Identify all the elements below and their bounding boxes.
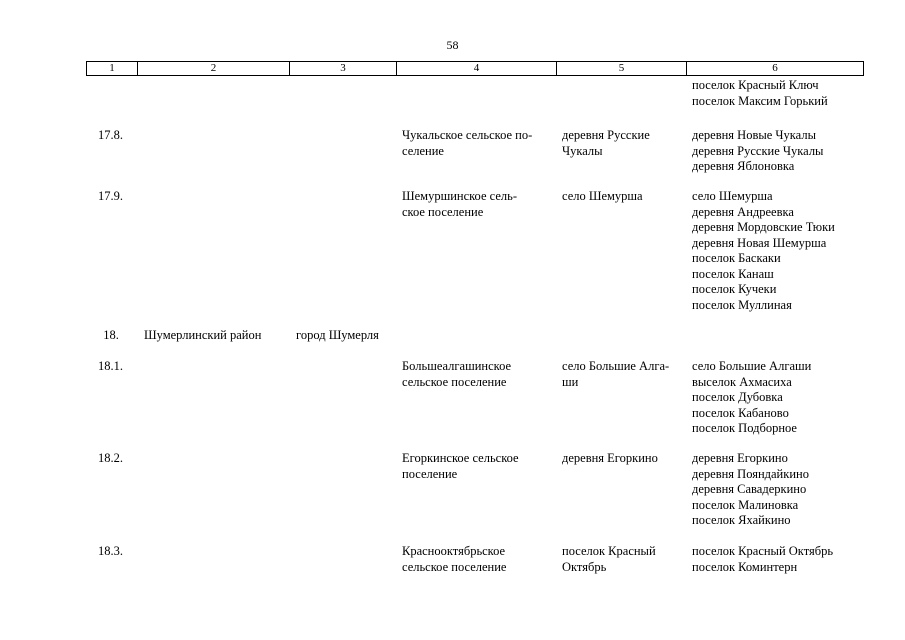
municipality-cell xyxy=(402,544,506,575)
row-number: 18. xyxy=(103,328,119,342)
table-header-row xyxy=(86,61,864,76)
admin-center-cell xyxy=(562,128,650,159)
center-line: село Большие Алга- xyxy=(562,359,670,373)
center-line: Чукалы xyxy=(562,143,603,158)
admin-center-cell xyxy=(562,189,643,205)
settlement-line: поселок Подборное xyxy=(692,421,797,435)
municipality-line: Краснооктябрьское xyxy=(402,544,506,558)
settlements-cell xyxy=(692,128,823,175)
row-number: 17.8. xyxy=(98,128,123,142)
center-line: поселок Красный xyxy=(562,544,656,558)
municipality-line: Егоркинское сельское xyxy=(402,451,519,465)
municipality-cell xyxy=(402,189,517,220)
settlement-line: поселок Дубовка xyxy=(692,390,783,404)
admin-center-cell xyxy=(562,359,669,390)
center-line: Октябрь xyxy=(562,559,607,574)
settlement-line: деревня Новая Шемурша xyxy=(692,235,827,250)
settlement-line: выселок Ахмасиха xyxy=(692,374,792,389)
municipality-line: поселение xyxy=(402,466,458,481)
district-cell: Шумерлинский район xyxy=(144,328,262,342)
center-line: деревня Русские xyxy=(562,128,650,142)
row-number: 18.1. xyxy=(98,359,123,373)
header-col-2: 2 xyxy=(138,62,290,75)
header-col-3: 3 xyxy=(290,62,397,75)
settlement-line: деревня Андреевка xyxy=(692,204,794,219)
page-number: 58 xyxy=(446,38,459,52)
admin-center-cell xyxy=(562,451,658,467)
header-col-6: 6 xyxy=(772,62,778,74)
settlement-line: село Шемурша xyxy=(692,189,773,203)
settlements-cell xyxy=(692,544,833,575)
settlement-line: поселок Кучеки xyxy=(692,282,777,296)
municipality-line: Чукальское сельское по- xyxy=(402,128,533,142)
settlement-line: поселок Кабаново xyxy=(692,405,789,420)
municipality-line: Большеалгашинское xyxy=(402,359,512,373)
row-number: 17.9. xyxy=(98,189,123,203)
settlement-line: поселок Красный Октябрь xyxy=(692,544,834,558)
center-line: село Шемурша xyxy=(562,189,643,203)
header-col-1: 1 xyxy=(87,62,138,75)
settlement-line: деревня Егоркино xyxy=(692,451,788,465)
admin-center-cell xyxy=(562,544,656,575)
settlement-line: деревня Новые Чукалы xyxy=(692,128,816,142)
settlement-line: поселок Баскаки xyxy=(692,251,781,265)
settlement-line: деревня Мордовские Тюки xyxy=(692,220,835,234)
header-col-5: 5 xyxy=(557,62,687,75)
municipality-cell xyxy=(402,451,519,482)
settlement-line: поселок Максим Горький xyxy=(692,93,828,108)
municipality-line: сельское поселение xyxy=(402,374,507,389)
settlement-line: поселок Малиновка xyxy=(692,497,799,512)
municipality-line: селение xyxy=(402,143,444,158)
settlement-line: поселок Канаш xyxy=(692,266,774,281)
row-number: 18.3. xyxy=(98,544,123,558)
settlement-line: поселок Муллиная xyxy=(692,297,792,312)
municipality-line: ское поселение xyxy=(402,204,484,219)
settlements-cell xyxy=(692,359,811,437)
settlements-cell xyxy=(692,189,835,313)
continuation-settlements xyxy=(692,78,828,109)
settlement-line: деревня Яблоновка xyxy=(692,159,795,173)
settlement-line: деревня Русские Чукалы xyxy=(692,143,824,158)
city-cell: город Шумерля xyxy=(296,328,379,342)
center-line: ши xyxy=(562,374,579,389)
settlement-line: поселок Яхайкино xyxy=(692,513,791,527)
settlements-cell xyxy=(692,451,809,529)
municipality-cell xyxy=(402,359,511,390)
municipality-line: Шемуршинское сель- xyxy=(402,189,517,203)
settlement-line: поселок Красный Ключ xyxy=(692,78,819,92)
settlement-line: деревня Пояндайкино xyxy=(692,466,809,481)
header-col-4: 4 xyxy=(397,62,557,75)
settlement-line: поселок Коминтерн xyxy=(692,559,798,574)
municipality-cell xyxy=(402,128,532,159)
settlement-line: село Большие Алгаши xyxy=(692,359,812,373)
municipality-line: сельское поселение xyxy=(402,559,507,574)
settlement-line: деревня Савадеркино xyxy=(692,482,807,496)
center-line: деревня Егоркино xyxy=(562,451,658,465)
row-number: 18.2. xyxy=(98,451,123,465)
